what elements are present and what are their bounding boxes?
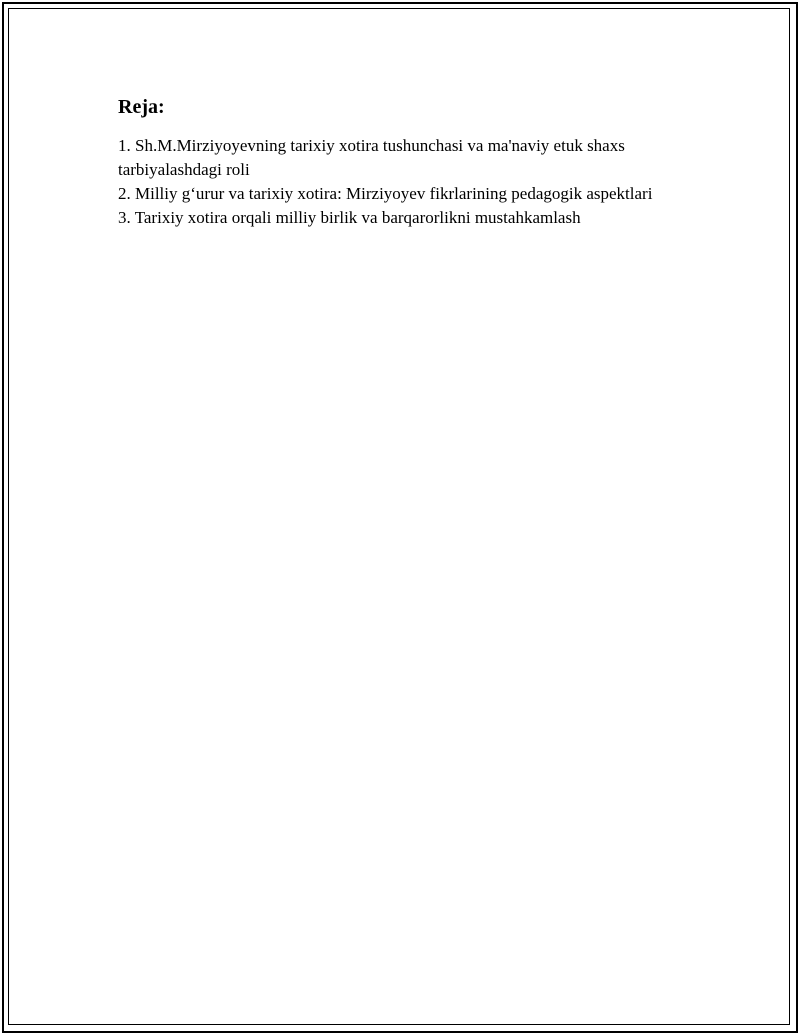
plan-item-3: 3. Tarixiy xotira orqali milliy birlik va barqarorlikni mustahkamlash [118, 208, 581, 227]
document-content [118, 94, 678, 230]
plan-item-2: 2. Milliy g‘urur va tarixiy xotira: Mirziyoyev fikrlarining pedagogik aspektlari [118, 184, 653, 203]
plan-item-1: 1. Sh.M.Mirziyoyevning tarixiy xotira tushunchasi va ma'naviy etuk shaxs tarbiyalashdagi roli [118, 136, 625, 179]
plan-heading: Reja: [118, 96, 165, 118]
plan-list [118, 134, 678, 230]
